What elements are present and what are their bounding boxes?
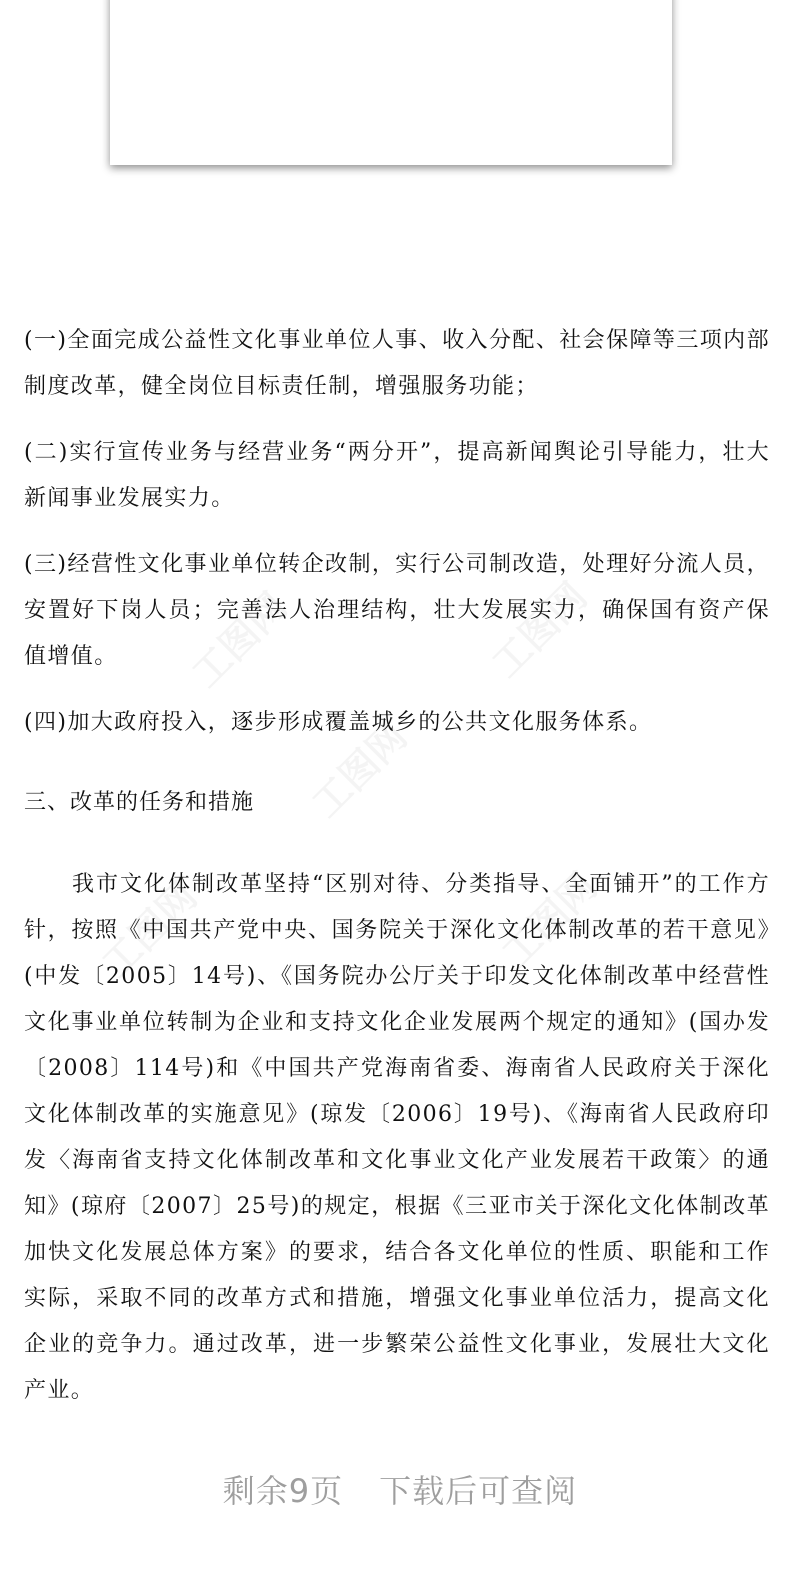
previous-page-preview <box>110 0 672 165</box>
download-more-link[interactable] <box>0 1466 800 1512</box>
body-paragraph: 我市文化体制改革坚持“区别对待、分类指导、全面铺开”的工作方针，按照《中国共产党中央、国务院关于深化文化体制改革的若干意见》(中发〔2005〕14号)、《国务院办公厅关于印发文化体制改革中经营性文化事业单位转制为企业和支持文化企业发展两个规定的通知》(国办发〔2008〕114号)和《中国共产党海南省委、海南省人民政府关于深化文化体制改革的实施意见》(琼发〔2006〕19号)、《海南省人民政府印发〈海南省支持文化体制改革和文化事业文化产业发展若干政策〉的通知》(琼府〔2007〕25号)的规定，根据《三亚市关于深化文化体制改革加快文化发展总体方案》的要求，结合各文化单位的性质、职能和工作实际，采取不同的改革方式和措施，增强文化事业单位活力，提高文化企业的竞争力。通过改革，进一步繁荣公益性文化事业，发展壮大文化产业。 <box>24 872 770 1403</box>
remaining-pages-label: 剩余9页 <box>222 1472 344 1510</box>
download-to-view-label: 下载后可查阅 <box>379 1472 578 1510</box>
list-item: (二)实行宣传业务与经营业务“两分开”，提高新闻舆论引导能力，壮大新闻事业发展实力。 <box>24 440 770 511</box>
section-heading: 三、改革的任务和措施 <box>24 790 255 815</box>
list-item: (一)全面完成公益性文化事业单位人事、收入分配、社会保障等三项内部制度改革，健全岗位目标责任制，增强服务功能； <box>24 328 770 399</box>
document-body <box>24 318 770 1414</box>
list-item: (四)加大政府投入，逐步形成覆盖城乡的公共文化服务体系。 <box>24 710 653 735</box>
list-item: (三)经营性文化事业单位转企改制，实行公司制改造，处理好分流人员，安置好下岗人员；完善法人治理结构，壮大发展实力，确保国有资产保值增值。 <box>24 552 770 669</box>
